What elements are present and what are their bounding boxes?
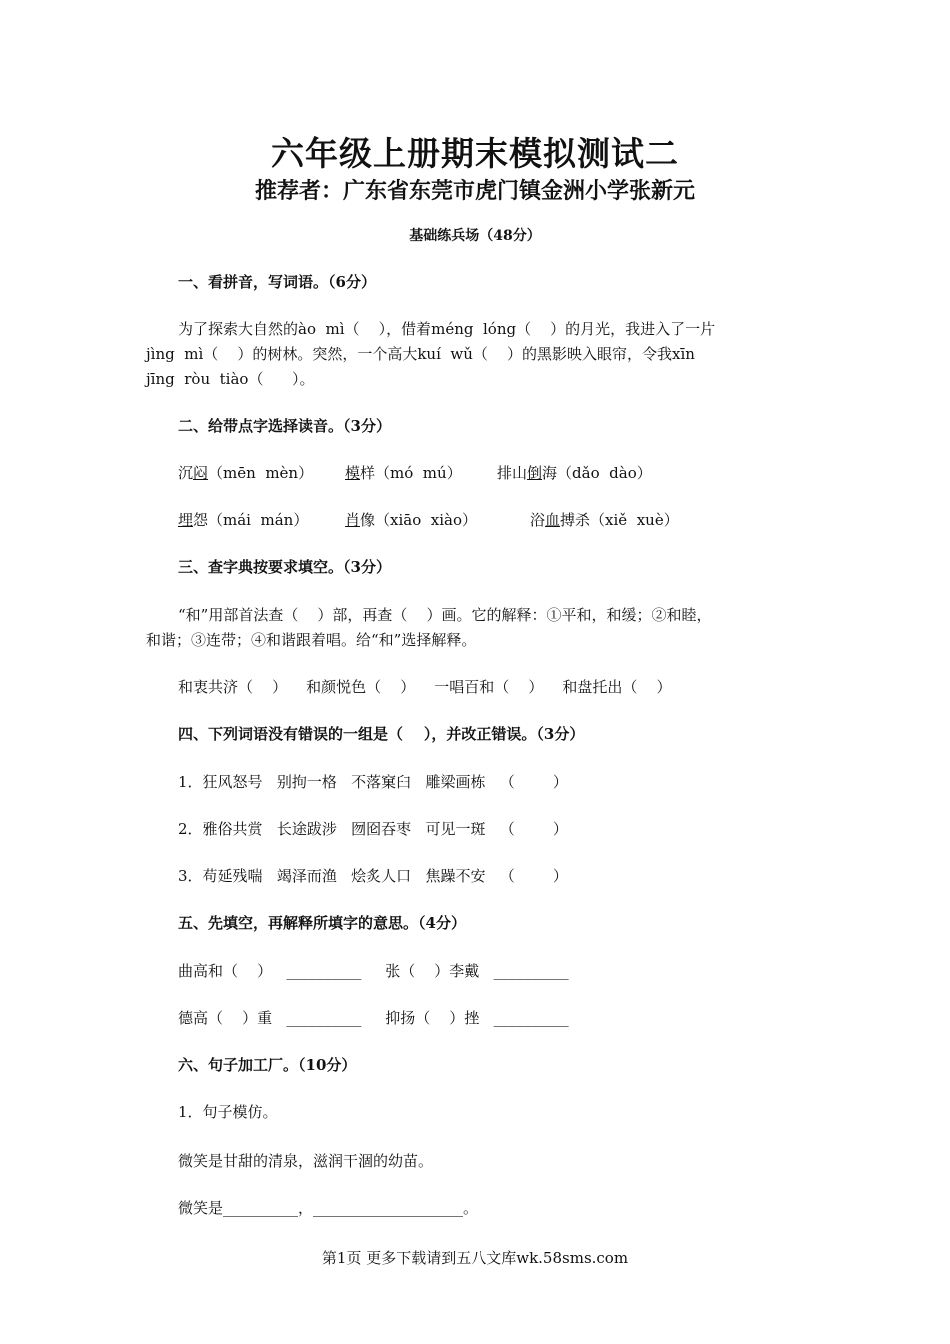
recommender-line: 推荐者：广东省东莞市虎门镇金洲小学张新元 <box>254 178 695 204</box>
q5-row: 德高（ ）重 __________ 抑扬（ ）挫 __________ <box>178 1009 569 1027</box>
q4-option: 2．雅俗共赏 长途跋涉 囫囵吞枣 可见一斑 （ ） <box>178 820 568 838</box>
page-title: 六年级上册期末模拟测试二 <box>271 134 679 173</box>
q1-heading: 一、看拼音，写词语。（6分） <box>178 273 376 291</box>
q1-text-line-3: jīng ròu tiào（ ）。 <box>146 370 315 388</box>
q4-heading: 四、下列词语没有错误的一组是（ ），并改正错误。（3分） <box>178 725 585 743</box>
q4-option: 1．狂风怒号 别拘一格 不落窠臼 雕梁画栋 （ ） <box>178 773 568 791</box>
q5-heading: 五、先填空，再解释所填字的意思。（4分） <box>178 914 466 932</box>
q3-heading: 三、查字典按要求填空。（3分） <box>178 558 391 576</box>
q2-heading: 二、给带点字选择读音。（3分） <box>178 417 391 435</box>
q6-example: 微笑是甘甜的清泉，滋润干涸的幼苗。 <box>178 1152 434 1170</box>
q1-text-line-2: jìng mì（ ）的树林。突然，一个高大kuí wǔ（ ）的黑影映入眼帘，令我xīn <box>146 345 695 363</box>
q6-item-1: 1．句子模仿。 <box>178 1103 278 1121</box>
q2-item: 埋怨（mái mán） <box>178 511 309 529</box>
q4-option: 3．苟延残喘 竭泽而渔 烩炙人口 焦躁不安 （ ） <box>178 867 568 885</box>
q6-fill-line: 微笑是__________，____________________。 <box>178 1199 479 1217</box>
q6-heading: 六、句子加工厂。（10分） <box>178 1056 357 1074</box>
q2-item: 排山倒海（dǎo dào） <box>497 464 652 482</box>
q2-item: 模样（mó mú） <box>345 464 462 482</box>
q5-row: 曲高和（ ） __________ 张（ ）李戴 __________ <box>178 962 569 980</box>
page-footer: 第1页 更多下载请到五八文库wk.58sms.com <box>321 1249 629 1267</box>
q2-item: 浴血搏杀（xiě xuè） <box>530 511 679 529</box>
q3-text-line-1: “和”用部首法查（ ）部，再查（ ）画。它的解释：①平和，和缓；②和睦， <box>178 606 712 624</box>
q1-text-line-1: 为了探索大自然的ào mì（ ），借着méng lóng（ ）的月光，我进入了一片 <box>178 320 716 338</box>
q2-item: 沉闷（mēn mèn） <box>178 464 314 482</box>
q3-text-line-2: 和谐；③连带；④和谐跟着唱。给“和”选择解释。 <box>146 631 477 649</box>
section-subtitle: 基础练兵场（48分） <box>409 228 541 244</box>
q3-text-line-3: 和衷共济（ ） 和颜悦色（ ） 一唱百和（ ） 和盘托出（ ） <box>178 678 672 696</box>
q2-item: 肖像（xiāo xiào） <box>345 511 478 529</box>
